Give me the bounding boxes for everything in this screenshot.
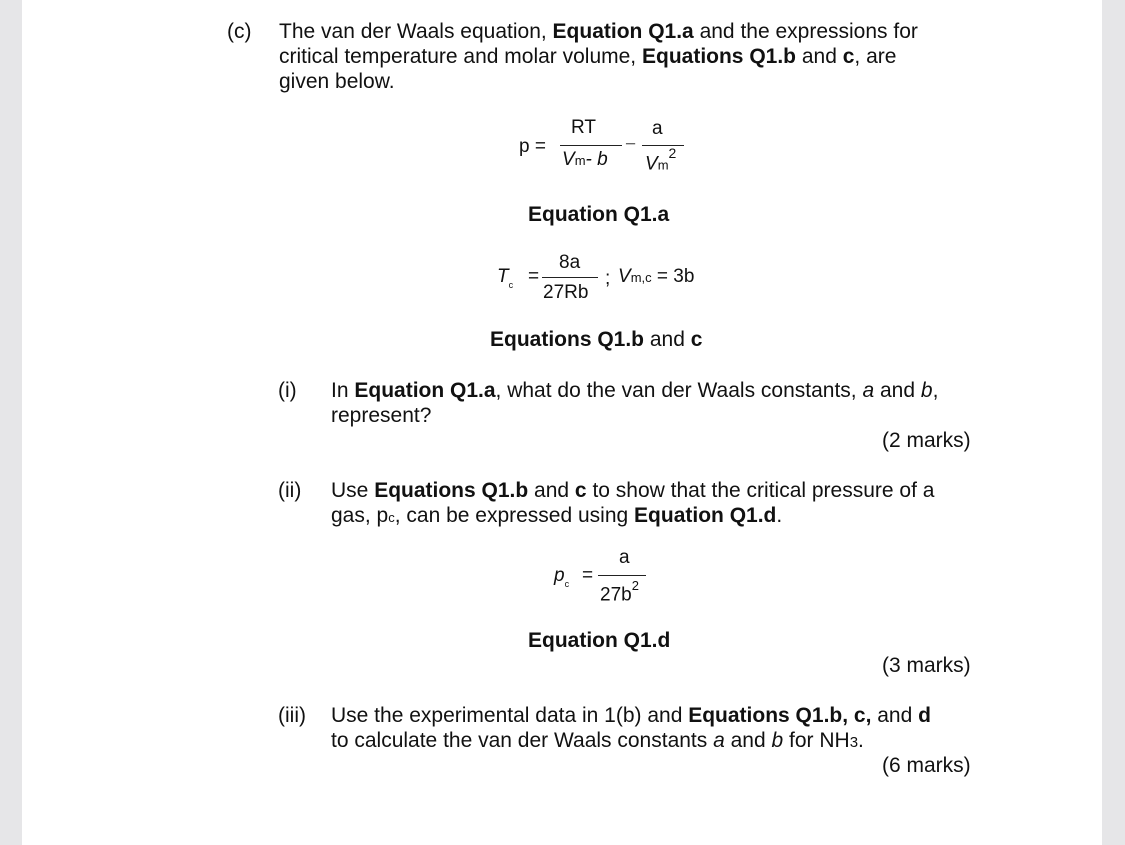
eq-a-num1: RT: [571, 117, 596, 138]
eq-a-num2: a: [652, 118, 663, 139]
intro-line-1: The van der Waals equation, Equation Q1.a and the expressions for: [279, 20, 918, 43]
eq-bc-equals: =: [528, 266, 540, 287]
question-iii-line-2: to calculate the van der Waals constants a and b for NH3.: [331, 729, 864, 752]
eq-d-fraction-line: [598, 575, 646, 576]
eq-a-den2: Vm$^2$: [645, 145, 677, 175]
eq-a-fraction-line-2: [642, 145, 684, 146]
eq-d-equals: =: [582, 565, 594, 586]
eq-a-minus: −: [625, 134, 637, 155]
question-ii-line-2: gas, pc, can be expressed using Equation Q1.d.: [331, 504, 783, 527]
intro-line-3: given below.: [279, 70, 395, 93]
eq-bc-rhs: Vm,c = 3b: [618, 266, 695, 287]
question-i-marks: (2 marks): [882, 429, 971, 452]
question-i-label: (i): [278, 379, 297, 402]
question-ii-marks: (3 marks): [882, 654, 971, 677]
question-iii-marks: (6 marks): [882, 754, 971, 777]
eq-bc-lhs: $T_c$: [497, 266, 514, 290]
eq-a-den1: Vm- b: [562, 149, 608, 170]
eq-d-caption: Equation Q1.d: [528, 629, 671, 652]
eq-a-lhs: p =: [519, 136, 546, 157]
eq-d-den: $27b^2$: [600, 578, 639, 606]
question-ii-label: (ii): [278, 479, 302, 502]
eq-d-lhs: $p_c$: [554, 565, 570, 589]
question-i-line-1: In Equation Q1.a, what do the van der Waals constants, a and b,: [331, 379, 939, 402]
question-iii-line-1: Use the experimental data in 1(b) and Equations Q1.b, c, and d: [331, 704, 931, 727]
question-i-line-2: represent?: [331, 404, 432, 427]
intro-line-2: critical temperature and molar volume, Equations Q1.b and c, are: [279, 45, 897, 68]
question-iii-label: (iii): [278, 704, 306, 727]
part-label: (c): [227, 20, 252, 43]
eq-bc-separator: ;: [605, 268, 611, 289]
eq-bc-fraction-line: [542, 277, 598, 278]
document-page: [22, 0, 1102, 845]
question-ii-line-1: Use Equations Q1.b and c to show that the critical pressure of a: [331, 479, 935, 502]
eq-a-fraction-line-1: [560, 145, 622, 146]
eq-bc-caption: Equations Q1.b and c: [490, 328, 703, 351]
eq-bc-den: 27Rb: [543, 282, 589, 303]
eq-bc-num: 8a: [559, 252, 581, 273]
eq-a-caption: Equation Q1.a: [528, 203, 670, 226]
eq-d-num: a: [619, 547, 630, 568]
